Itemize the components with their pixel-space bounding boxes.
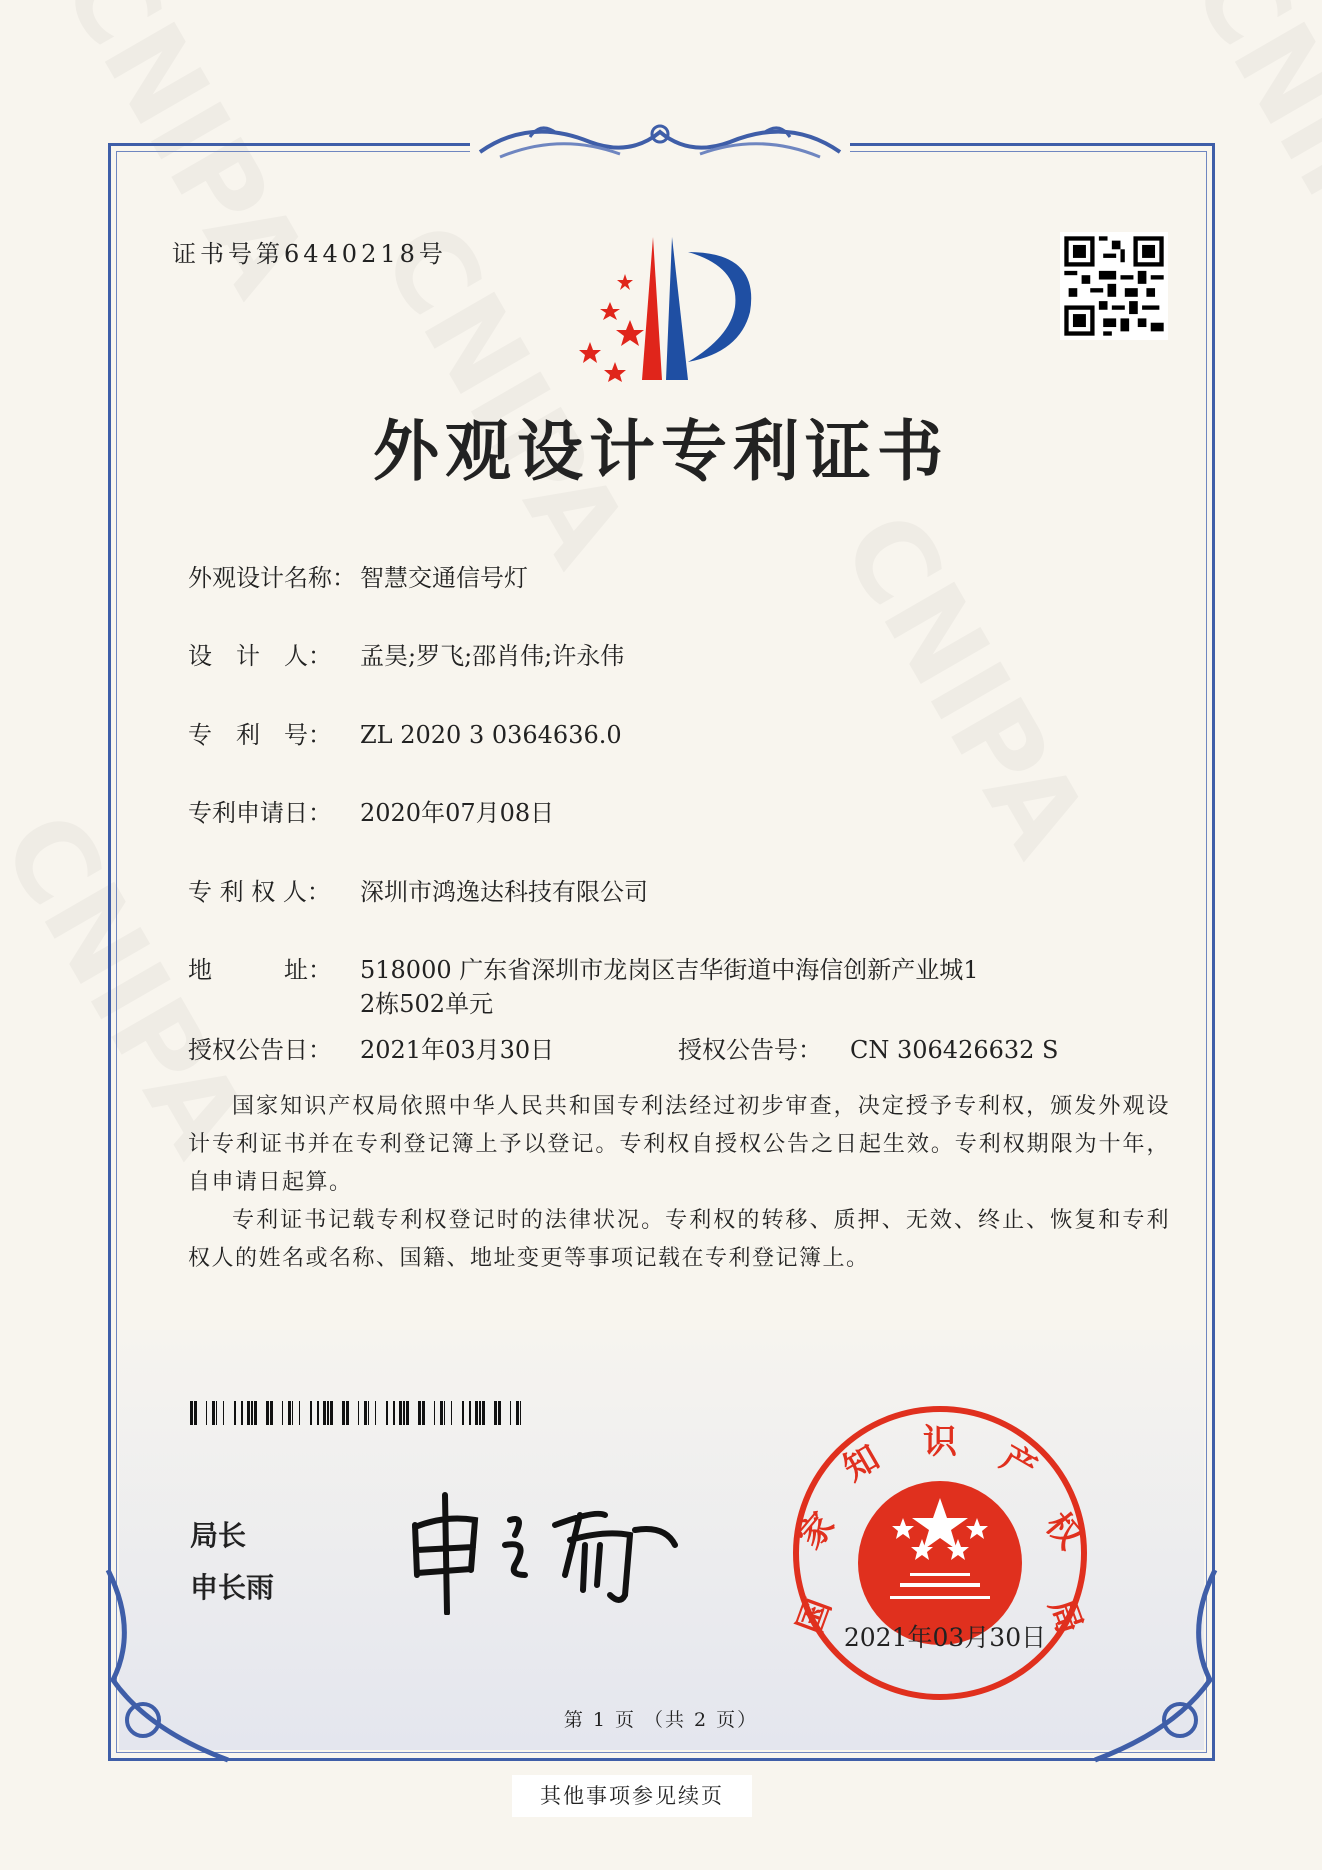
barcode-bar — [206, 1401, 207, 1425]
barcode-bar — [190, 1401, 193, 1425]
barcode-bar — [342, 1401, 345, 1425]
ornament-top — [470, 112, 850, 172]
field-grant-date — [188, 1030, 554, 1065]
barcode-bar — [212, 1401, 215, 1425]
barcode-bar — [270, 1401, 273, 1425]
barcode-bar — [241, 1401, 243, 1425]
barcode-bar — [282, 1401, 283, 1425]
field-value: 2020年07月08日 — [360, 799, 555, 827]
field-designers — [188, 636, 624, 671]
paragraph: 专利证书记载专利权登记时的法律状况。专利权的转移、质押、无效、终止、恢复和专利权人的姓名或名称、国籍、地址变更等事项记载在专利登记簿上。 — [188, 1208, 1170, 1271]
barcode-bar — [358, 1401, 359, 1425]
field-label: 专利申请日： — [188, 799, 332, 827]
barcode-bar — [323, 1401, 326, 1425]
barcode-bar — [266, 1401, 269, 1425]
svg-text:知: 知 — [836, 1437, 887, 1490]
barcode-bar — [444, 1401, 445, 1425]
barcode-bar — [223, 1401, 224, 1425]
ornament-bottom-right — [1085, 1570, 1225, 1770]
barcode-bar — [479, 1401, 481, 1425]
barcode-bar — [247, 1401, 250, 1425]
barcode-bar — [418, 1401, 421, 1425]
barcode-bar — [462, 1401, 464, 1425]
field-patent-number — [188, 715, 622, 750]
barcode-bar — [330, 1401, 333, 1425]
cnipa-logo — [570, 232, 760, 382]
svg-text:国: 国 — [790, 1593, 840, 1640]
barcode-bar — [399, 1401, 402, 1425]
barcode-bar — [254, 1401, 257, 1425]
handwritten-signature — [405, 1485, 680, 1615]
qr-code — [1060, 232, 1168, 340]
field-address-line2 — [360, 984, 493, 1019]
barcode-bar — [482, 1401, 485, 1425]
barcode-bar — [498, 1401, 501, 1425]
barcode-bar — [516, 1401, 519, 1425]
certificate-title: 外观设计专利证书 — [373, 412, 949, 490]
field-label: 专 利 号： — [188, 721, 332, 749]
barcode-bar — [386, 1401, 388, 1425]
barcode-bar — [194, 1401, 197, 1425]
barcode-bar — [475, 1401, 478, 1425]
barcode-bar — [494, 1401, 497, 1425]
barcode-bar — [299, 1401, 300, 1425]
barcode-bar — [403, 1401, 405, 1425]
barcode-bar — [288, 1401, 291, 1425]
barcode-bar — [251, 1401, 253, 1425]
barcode-bar — [310, 1401, 312, 1425]
svg-text:家: 家 — [790, 1505, 843, 1557]
paragraph: 国家知识产权局依照中华人民共和国专利法经过初步审查，决定授予专利权，颁发外观设计专利证书并在专利登记簿上予以登记。专利权自授权公告之日起生效。专利权期限为十年，自申请日起算。 — [188, 1094, 1170, 1195]
certificate-body-text — [188, 1088, 1170, 1278]
barcode-bar — [440, 1401, 443, 1425]
svg-text:产: 产 — [993, 1437, 1044, 1490]
field-label: 设 计 人： — [188, 642, 332, 670]
barcode-bar — [375, 1401, 376, 1425]
field-label: 授权公告号： — [678, 1036, 822, 1064]
official-seal — [785, 1398, 1095, 1708]
barcode-bar — [469, 1401, 471, 1425]
barcode-bar — [317, 1401, 319, 1425]
barcode-bar — [434, 1401, 435, 1425]
certificate-number: 证书号第6440218号 — [172, 240, 447, 268]
barcode-bar — [393, 1401, 395, 1425]
barcode-bar — [327, 1401, 329, 1425]
page-number: 第 1 页 （共 2 页） — [563, 1709, 759, 1731]
barcode-bar — [364, 1401, 367, 1425]
barcode-bar — [292, 1401, 293, 1425]
seal-date: 2021年03月30日 — [843, 1623, 1047, 1652]
field-value: 518000 广东省深圳市龙岗区吉华街道中海信创新产业城1 — [360, 956, 979, 984]
field-address — [188, 950, 979, 985]
field-value: 深圳市鸿逸达科技有限公司 — [360, 878, 648, 906]
field-application-date — [188, 793, 554, 828]
field-value: 孟昊;罗飞;邵肖伟;许永伟 — [360, 642, 625, 670]
barcode-bar — [451, 1401, 452, 1425]
signatory-name: 申长雨 — [190, 1571, 275, 1604]
field-label: 地 址： — [188, 956, 332, 984]
svg-text:局: 局 — [1040, 1593, 1090, 1640]
barcode-bar — [368, 1401, 369, 1425]
barcode-bar — [422, 1401, 425, 1425]
barcode-bar — [520, 1401, 521, 1425]
barcode — [190, 1401, 524, 1425]
field-grant-number — [678, 1030, 1059, 1065]
barcode-bar — [216, 1401, 217, 1425]
svg-text:权: 权 — [1037, 1505, 1090, 1557]
field-value: 智慧交通信号灯 — [360, 564, 528, 592]
svg-text:识: 识 — [923, 1422, 957, 1462]
field-patentee — [188, 872, 648, 907]
signatory-title: 局长 — [190, 1519, 247, 1552]
barcode-bar — [346, 1401, 349, 1425]
field-value: CN 306426632 S — [850, 1036, 1059, 1064]
barcode-bar — [234, 1401, 236, 1425]
field-value: 2021年03月30日 — [360, 1036, 555, 1064]
barcode-bar — [510, 1401, 511, 1425]
field-label: 授权公告日： — [188, 1036, 332, 1064]
field-value: 2栋502单元 — [360, 990, 494, 1018]
field-label: 外观设计名称： — [188, 564, 356, 592]
continued-note: 其他事项参见续页 — [512, 1775, 752, 1817]
field-value: ZL 2020 3 0364636.0 — [360, 721, 622, 749]
barcode-bar — [406, 1401, 409, 1425]
field-label: 专 利 权 人： — [188, 878, 331, 906]
field-design-name — [188, 558, 528, 593]
